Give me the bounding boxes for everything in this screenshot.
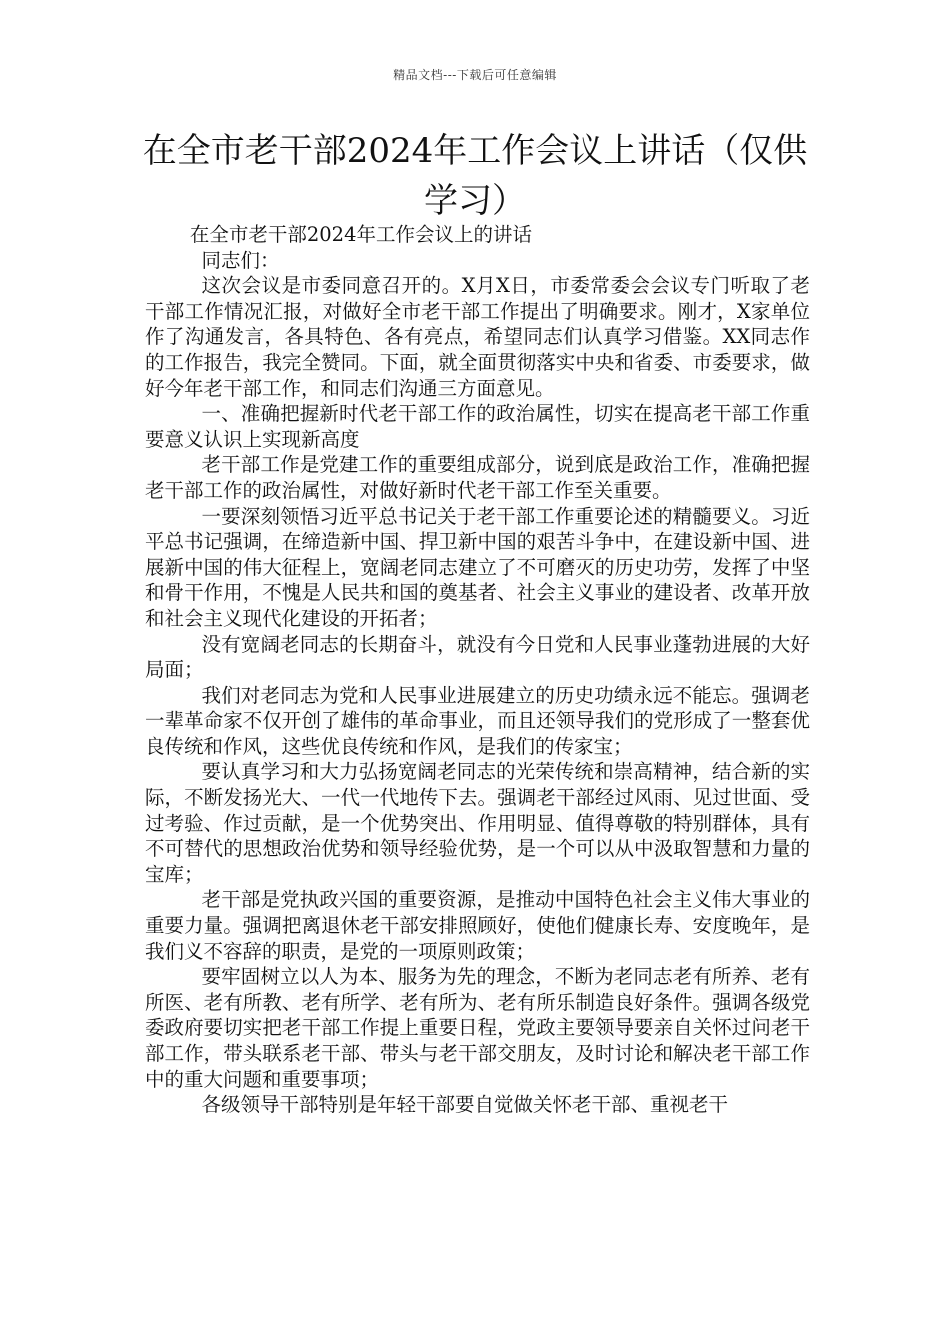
paragraph: 要认真学习和大力弘扬宽阔老同志的光荣传统和崇高精神，结合新的实际，不断发扬光大、一代一代地传下去。强调老干部经过风雨、见过世面、受过考验、作过贡献，是一个优势突出、作用明显、值得尊敬的特别群体，具有不可替代的思想政治优势和领导经验优势，是一个可以从中汲取智慧和力量的宝库； xyxy=(145,760,810,886)
paragraph: 要牢固树立以人为本、服务为先的理念，不断为老同志老有所养、老有所医、老有所教、老有所学、老有所为、老有所乐制造良好条件。强调各级党委政府要切实把老干部工作提上重要日程，党政主要领导要亲自关怀过问老干部工作，带头联系老干部、带头与老干部交朋友，及时讨论和解决老干部工作中的重大问题和重要事项； xyxy=(145,965,810,1091)
paragraph: 这次会议是市委同意召开的。X月X日，市委常委会会议专门听取了老干部工作情况汇报，对做好全市老干部工作提出了明确要求。刚才，X家单位作了沟通发言，各具特色、各有亮点，希望同志们认真学习借鉴。XX同志作的工作报告，我完全赞同。下面，就全面贯彻落实中央和省委、市委要求，做好今年老干部工作，和同志们沟通三方面意见。 xyxy=(145,274,810,400)
paragraph: 老干部工作是党建工作的重要组成部分，说到底是政治工作，准确把握老干部工作的政治属性，对做好新时代老干部工作至关重要。 xyxy=(145,453,810,502)
header-note: 精品文档---下载后可任意编辑 xyxy=(393,68,557,82)
paragraph: 各级领导干部特别是年轻干部要自觉做关怀老干部、重视老干 xyxy=(201,1093,729,1117)
document-title: 在全市老干部2024年工作会议上讲话（仅供学习） xyxy=(142,131,808,221)
paragraph: 没有宽阔老同志的长期奋斗，就没有今日党和人民事业蓬勃进展的大好局面； xyxy=(145,632,810,682)
paragraph: 一要深刻领悟习近平总书记关于老干部工作重要论述的精髓要义。习近平总书记强调，在缔造新中国、捍卫新中国的艰苦斗争中，在建设新中国、进展新中国的伟大征程上，宽阔老同志建立了不可磨灭的历史功劳，发挥了中坚和骨干作用，不愧是人民共和国的奠基者、社会主义事业的建设者、改革开放和社会主义现代化建设的开拓者； xyxy=(145,504,810,630)
salutation: 同志们： xyxy=(201,248,280,272)
document-body xyxy=(145,222,810,1118)
speech-subtitle: 在全市老干部2024年工作会议上的讲话 xyxy=(189,223,532,246)
paragraph: 老干部是党执政兴国的重要资源，是推动中国特色社会主义伟大事业的重要力量。强调把离退休老干部安排照顾好，使他们健康长寿、安度晚年，是我们义不容辞的职责，是党的一项原则政策； xyxy=(145,888,810,963)
section-heading: 一、准确把握新时代老干部工作的政治属性，切实在提高老干部工作重要意义认识上实现新高度 xyxy=(145,402,810,451)
paragraph: 我们对老同志为党和人民事业进展建立的历史功绩永远不能忘。强调老一辈革命家不仅开创了雄伟的革命事业，而且还领导我们的党形成了一整套优良传统和作风，这些优良传统和作风，是我们的传家宝； xyxy=(145,683,810,758)
